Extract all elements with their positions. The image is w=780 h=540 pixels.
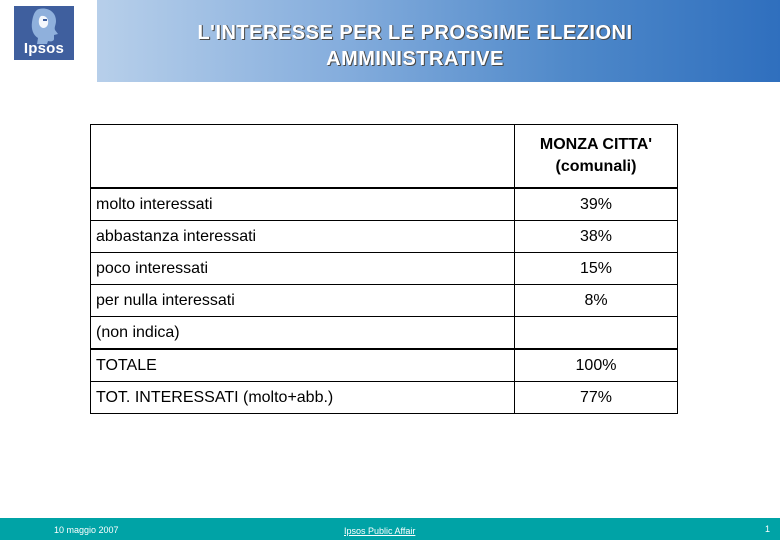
table-row	[91, 188, 678, 221]
row-label: molto interessati	[91, 188, 515, 221]
row-value	[515, 317, 678, 350]
table-row-total-interested	[91, 382, 678, 414]
footer-bar	[0, 518, 780, 540]
footer-link[interactable]: Ipsos Public Affair	[344, 526, 416, 536]
table-row	[91, 253, 678, 285]
row-value: 8%	[515, 285, 678, 317]
row-value: 39%	[515, 188, 678, 221]
row-label: TOTALE	[91, 349, 515, 382]
table-row	[91, 317, 678, 350]
logo-text: Ipsos	[23, 40, 65, 57]
header-empty-cell	[91, 125, 515, 189]
footer-date: 10 maggio 2007	[54, 525, 119, 535]
row-label: per nulla interessati	[91, 285, 515, 317]
page-title	[97, 20, 733, 72]
row-value: 38%	[515, 221, 678, 253]
column-header-monza	[515, 125, 678, 189]
column-header-line-2: (comunali)	[555, 158, 637, 175]
page-number: 1	[764, 524, 770, 534]
title-line-2: AMMINISTRATIVE	[326, 48, 504, 70]
row-value: 77%	[515, 382, 678, 414]
row-value: 100%	[515, 349, 678, 382]
table-row-total	[91, 349, 678, 382]
title-line-1: L'INTERESSE PER LE PROSSIME ELEZIONI	[197, 22, 633, 44]
row-label: abbastanza interessati	[91, 221, 515, 253]
row-label: TOT. INTERESSATI (molto+abb.)	[91, 382, 515, 414]
table-row	[91, 221, 678, 253]
ipsos-logo	[14, 6, 74, 60]
logo-area	[0, 0, 94, 82]
table-header-row	[91, 125, 678, 189]
row-label: poco interessati	[91, 253, 515, 285]
row-value: 15%	[515, 253, 678, 285]
results-table	[90, 124, 678, 414]
row-label: (non indica)	[91, 317, 515, 350]
column-header-line-1: MONZA CITTA'	[539, 136, 653, 153]
table-row	[91, 285, 678, 317]
